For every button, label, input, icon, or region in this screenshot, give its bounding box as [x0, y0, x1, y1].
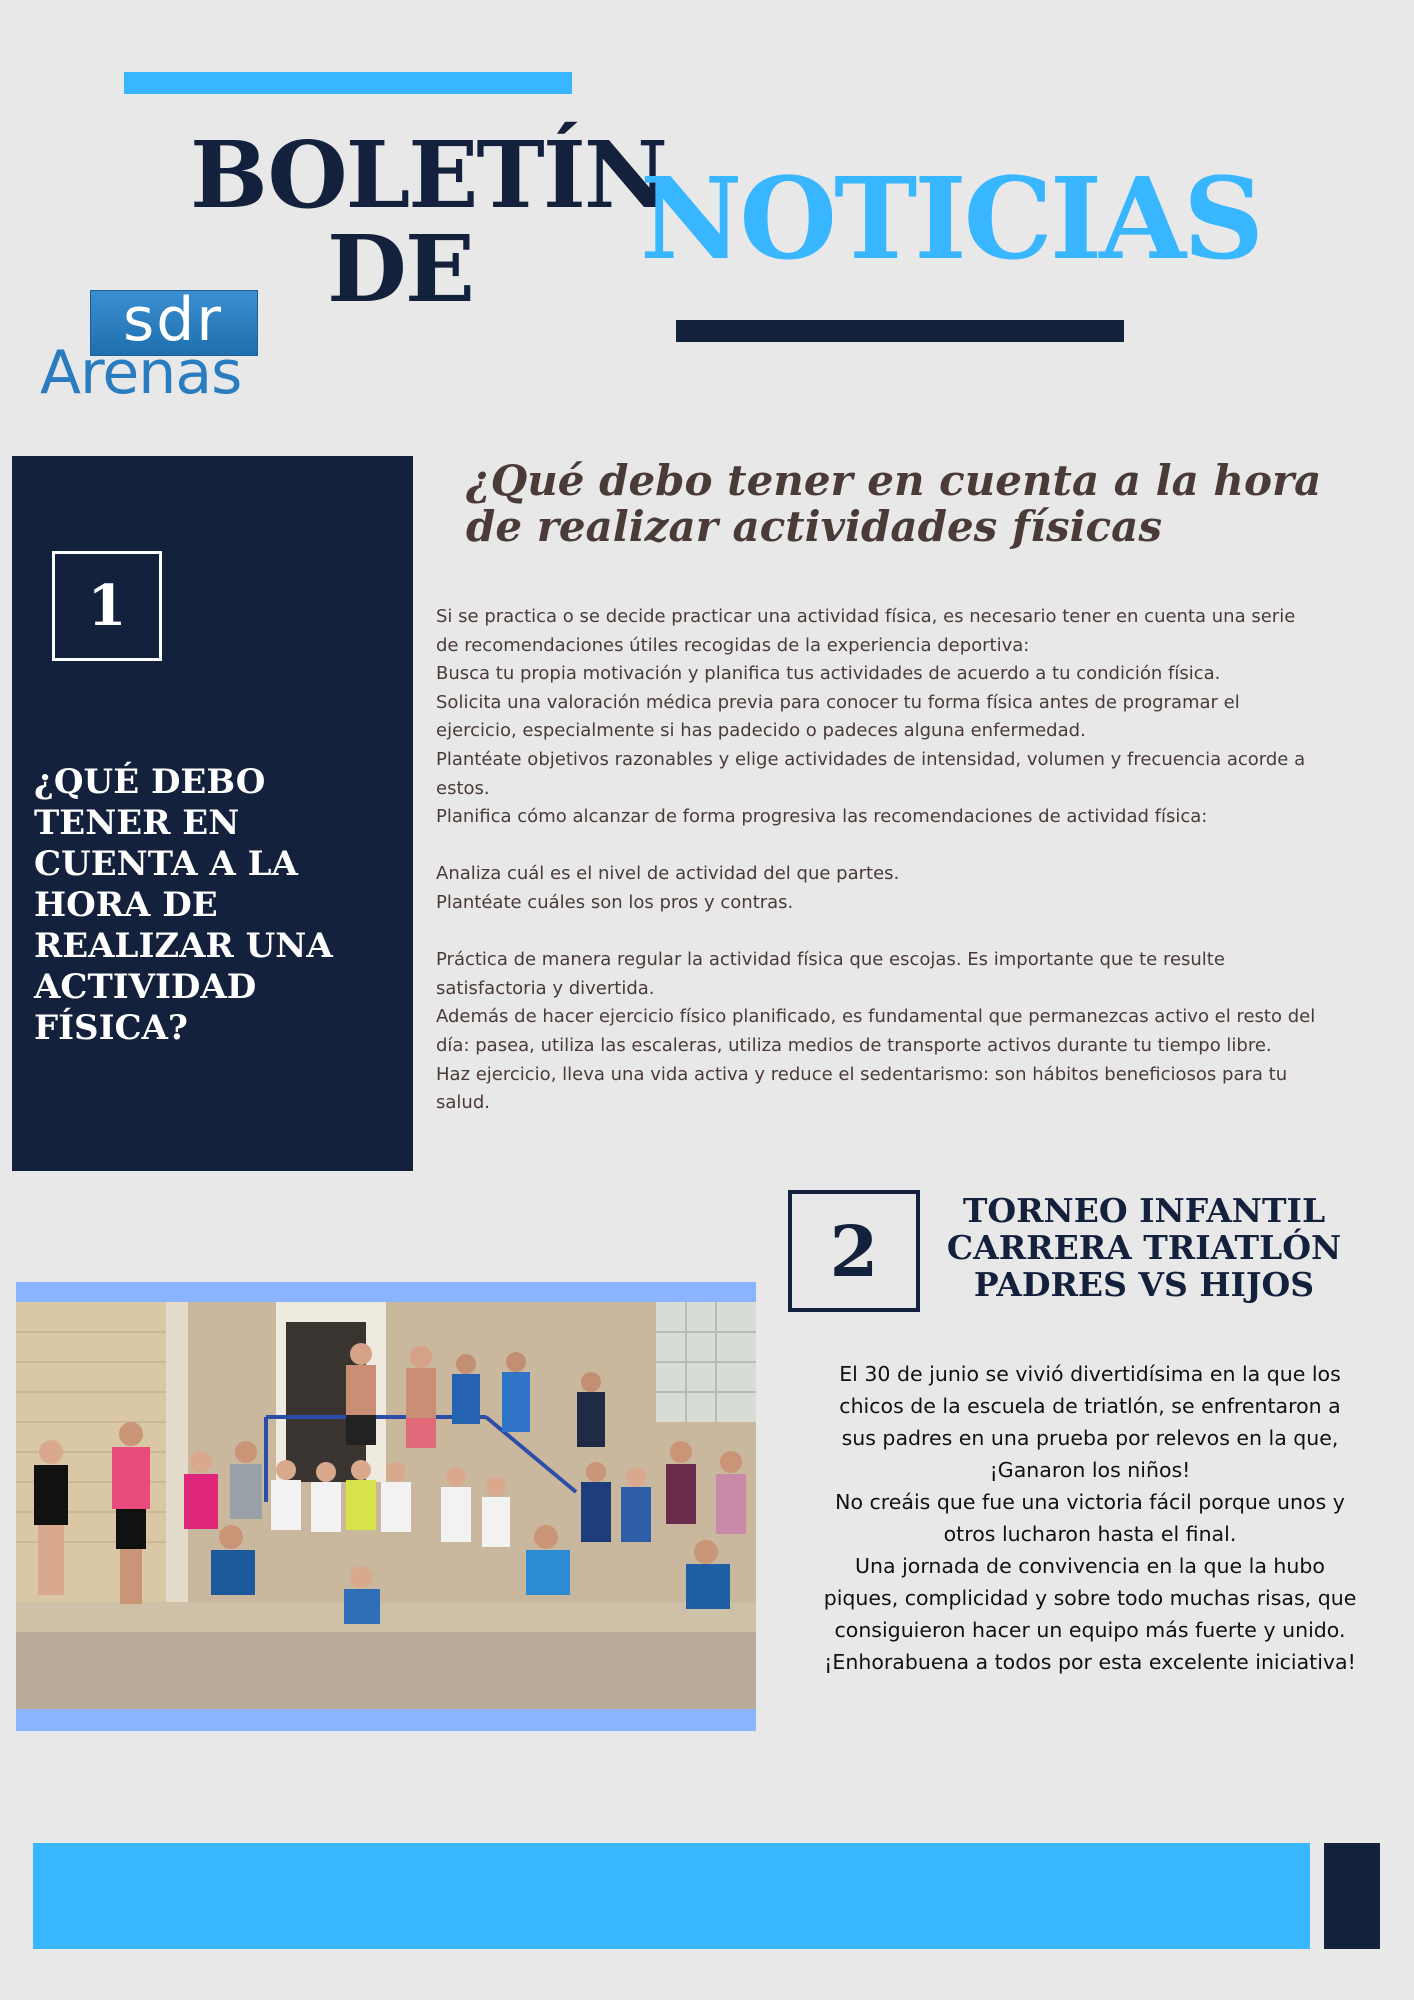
- section1-paragraph: Planifica cómo alcanzar de forma progresiva las recomendaciones de actividad física:: [436, 806, 1208, 828]
- section1-paragraph: Analiza cuál es el nivel de actividad del que partes.: [436, 863, 900, 885]
- footer-blue-bar: [33, 1843, 1310, 1949]
- section1-paragraph: Práctica de manera regular la actividad física que escojas. Es importante que te resulte satisfactoria y divertida.: [436, 949, 1225, 999]
- logo-text-arenas: Arenas: [40, 338, 242, 408]
- header-accent-bar: [124, 72, 572, 94]
- section1-sidebar-question: ¿QUÉ DEBO TENER EN CUENTA A LA HORA DE REALIZAR UNA ACTIVIDAD FÍSICA?: [34, 762, 333, 1048]
- section1-paragraph: Solicita una valoración médica previa para conocer tu forma física antes de programar el ejercicio, especialmente si has padecido o padeces alguna enfermedad.: [436, 691, 1240, 742]
- section1-heading: ¿Qué debo tener en cuenta a la hora de realizar actividades físicas: [466, 456, 1322, 551]
- section1-paragraph: Plantéate cuáles son los pros y contras.: [436, 891, 794, 913]
- group-photo-frame: [16, 1282, 756, 1731]
- section2-title: TORNEO INFANTIL CARRERA TRIATLÓN PADRES VS HIJOS: [946, 1191, 1342, 1304]
- section1-number: 1: [52, 551, 162, 661]
- section1-paragraph: Busca tu propia motivación y planifica tus actividades de acuerdo a tu condición física.: [436, 663, 1221, 685]
- section2-body: [820, 1358, 1360, 1678]
- section2-paragraph: ¡Enhorabuena a todos por esta excelente iniciativa!: [824, 1650, 1356, 1674]
- section1-paragraph: Además de hacer ejercicio físico planificado, es fundamental que permanezcas activo el resto del día: pasea, utiliza las escaleras, utiliza medios de transporte activos durante tu tiempo libre.: [436, 1006, 1316, 1056]
- title-noticias: NOTICIAS: [640, 154, 1261, 285]
- logo-text-sdr: sdr: [122, 285, 223, 355]
- group-photo-illustration: [16, 1302, 756, 1709]
- sdr-arenas-logo: [40, 285, 250, 408]
- section2-number: 2: [788, 1190, 920, 1312]
- title-part1: BOLETÍN DE: [190, 121, 667, 323]
- section1-paragraph: Plantéate objetivos razonables y elige actividades de intensidad, volumen y frecuencia acorde a estos.: [436, 748, 1306, 799]
- footer-navy-block: [1324, 1843, 1380, 1949]
- section2-paragraph: No creáis que fue una victoria fácil porque unos y otros lucharon hasta el final.: [835, 1490, 1345, 1546]
- paragraph-gap: [436, 832, 1316, 861]
- section2-paragraph: El 30 de junio se vivió divertidísima en la que los chicos de la escuela de triatlón, se enfrentaron a sus padres en una prueba por relevos en la que, ¡Ganaron los niños!: [839, 1362, 1341, 1482]
- section2-paragraph: Una jornada de convivencia en la que la hubo piques, complicidad y sobre todo muchas risas, que consiguieron hacer un equipo más fuerte y unido.: [823, 1554, 1357, 1642]
- paragraph-gap: [436, 918, 1316, 947]
- section1-paragraph: Si se practica o se decide practicar una actividad física, es necesario tener en cuenta una serie de recomendaciones útiles recogidas de la experiencia deportiva:: [436, 606, 1296, 656]
- title-underline-bar: [676, 320, 1124, 342]
- group-photo: [16, 1302, 756, 1709]
- section1-body: [436, 603, 1316, 1118]
- section1-paragraph: Haz ejercicio, lleva una vida activa y reduce el sedentarismo: son hábitos beneficiosos para tu salud.: [436, 1063, 1288, 1114]
- section1-sidebar: [12, 456, 413, 1171]
